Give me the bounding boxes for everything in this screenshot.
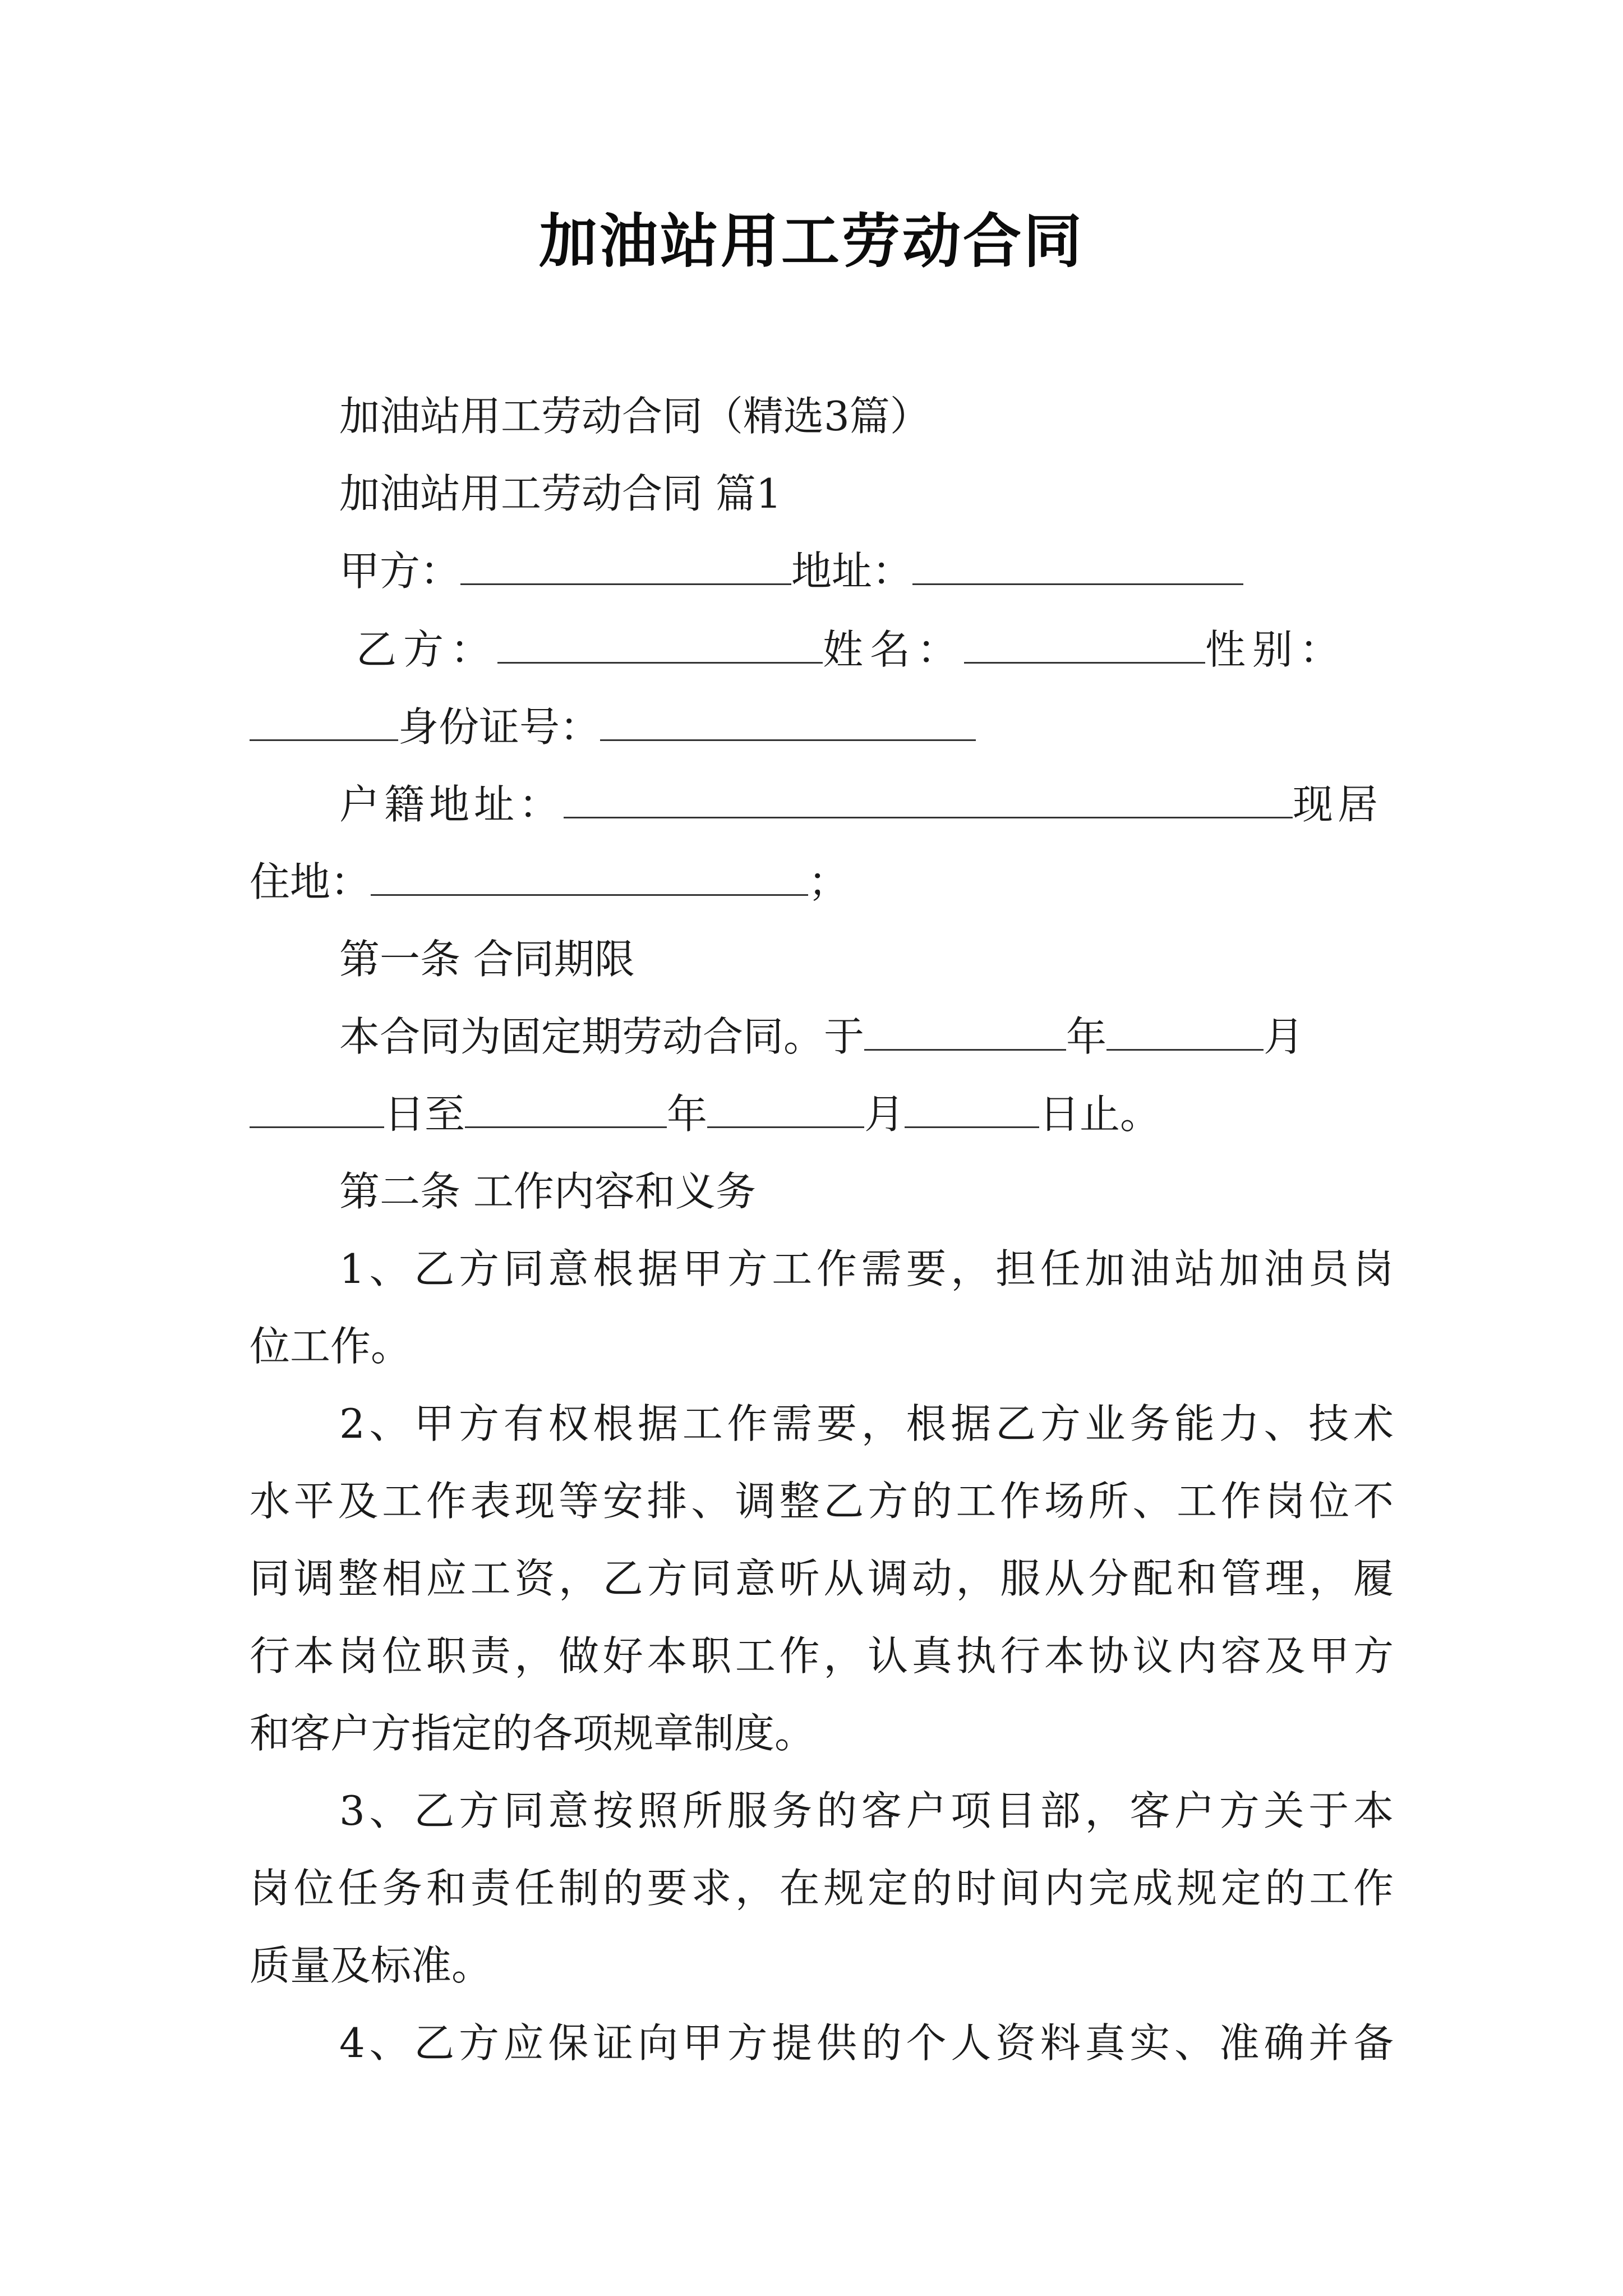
residence-label-start: 现居 [1293,781,1383,828]
article-2-item-3-line-2: 岗位任务和责任制的要求，在规定的时间内完成规定的工作 [250,1865,1394,1912]
article-2-item-3-line-3: 质量及标准。 [250,1942,492,1989]
end-year-label: 年 [667,1091,708,1138]
address-blank[interactable] [912,549,1243,585]
gender-blank[interactable] [250,705,398,741]
article-2-item-2-line-3: 同调整相应工资，乙方同意听从调动，服从分配和管理，履 [250,1555,1394,1602]
article-1-line-2 [250,1086,1623,1142]
residence-label-end: 住地： [250,858,371,905]
end-month-blank[interactable] [707,1092,864,1128]
start-year-blank[interactable] [864,1014,1066,1051]
id-number-label: 身份证号： [398,703,601,751]
household-address-label: 户籍地址： [339,781,564,828]
party-b-label: 乙方： [356,626,498,673]
gender-label: 性别： [1205,626,1347,673]
article-2-item-4-line-1: 4、乙方应保证向甲方提供的个人资料真实、准确并备 [339,2019,1394,2067]
household-line [339,776,1623,832]
start-month-blank[interactable] [1106,1014,1264,1051]
page-title: 加油站用工劳动合同 [538,206,1084,275]
start-day-blank[interactable] [250,1092,384,1128]
document-subtitle: 加油站用工劳动合同（精选3篇） [339,393,930,440]
article-1-text: 本合同为固定期劳动合同。于 [339,1013,865,1060]
end-day-blank[interactable] [905,1092,1039,1128]
residence-line-end: ； [808,858,849,905]
party-a-line [339,543,1623,599]
name-blank[interactable] [964,627,1205,664]
residence-blank[interactable] [371,859,808,896]
article-2-item-1-line-2: 位工作。 [250,1323,412,1370]
address-label: 地址： [791,547,913,595]
end-year-blank[interactable] [465,1092,667,1128]
party-b-line [339,622,1623,678]
article-1-heading: 第一条 合同期限 [339,936,635,983]
name-label: 姓名： [823,626,965,673]
year-label: 年 [1066,1013,1107,1060]
end-month-label: 月 [864,1091,905,1138]
article-2-item-2-line-1: 2、甲方有权根据工作需要，根据乙方业务能力、技术 [339,1400,1394,1447]
party-a-blank[interactable] [460,549,791,585]
section-heading: 加油站用工劳动合同 篇1 [339,470,782,517]
party-a-label: 甲方： [339,547,461,595]
household-address-blank[interactable] [564,782,1293,818]
article-2-item-2-line-4: 行本岗位职责，做好本职工作，认真执行本协议内容及甲方 [250,1632,1394,1680]
article-2-item-3-line-1: 3、乙方同意按照所服务的客户项目部，客户方关于本 [339,1787,1394,1834]
party-b-blank[interactable] [497,627,823,664]
article-2-item-2-line-5: 和客户方指定的各项规章制度。 [250,1710,815,1757]
residence-line [250,854,1623,910]
day-end-label: 日止。 [1039,1091,1161,1138]
article-1-line-1 [339,1009,1623,1065]
month-label: 月 [1264,1013,1304,1060]
id-line [250,699,1623,755]
article-2-item-2-line-2: 水平及工作表现等安排、调整乙方的工作场所、工作岗位不 [250,1478,1394,1525]
article-2-item-1-line-1: 1、乙方同意根据甲方工作需要，担任加油站加油员岗 [339,1245,1394,1292]
id-number-blank[interactable] [600,705,976,741]
article-2-heading: 第二条 工作内容和义务 [339,1168,756,1215]
day-from-label: 日至 [384,1091,465,1138]
